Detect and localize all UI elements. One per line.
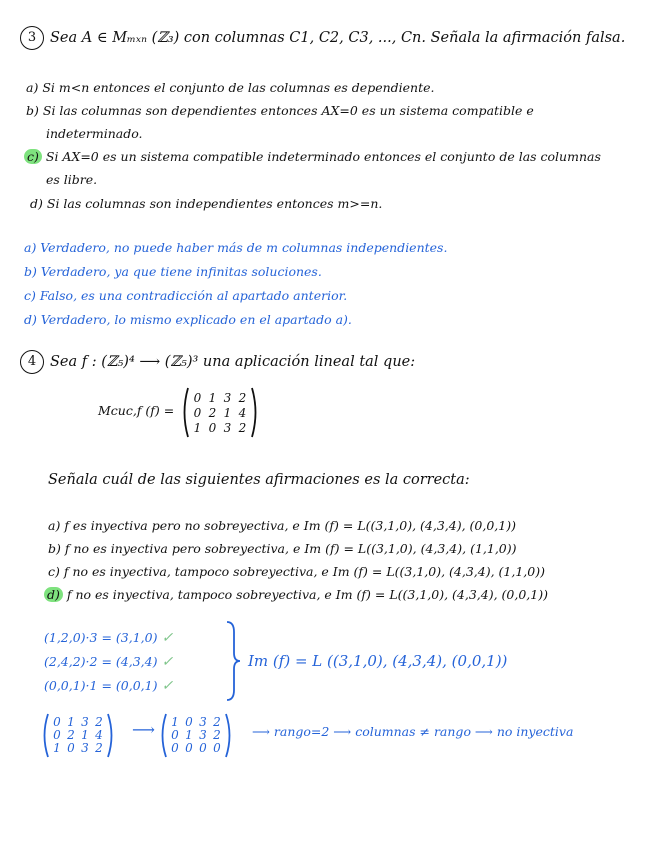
q4-option-c bbox=[48, 564, 545, 579]
right-paren-icon bbox=[226, 714, 230, 757]
matrix-cell: 2 bbox=[95, 741, 103, 755]
q4-number: 4 bbox=[20, 350, 44, 374]
matrix-cell: 2 bbox=[208, 406, 217, 420]
work-text: (1,2,0)·3 = (3,1,0) bbox=[44, 630, 158, 645]
q3-option-b bbox=[26, 103, 534, 118]
q3-option-c bbox=[24, 149, 601, 164]
matrix-cell: 3 bbox=[223, 421, 232, 435]
q3-answer-b: b) Verdadero, ya que tiene infinitas soluciones. bbox=[24, 264, 322, 279]
matrix-cell: 1 bbox=[81, 728, 89, 742]
right-paren-icon bbox=[108, 714, 112, 757]
q3-answer-c: c) Falso, es una contradicción al apartado anterior. bbox=[24, 288, 348, 303]
work-text: (2,4,2)·2 = (4,3,4) bbox=[44, 654, 158, 669]
option-text: Si las columnas son independientes entonces m>=n. bbox=[46, 196, 383, 211]
option-text: es libre. bbox=[46, 172, 98, 187]
q3-answer-a: a) Verdadero, no puede haber más de m columnas independientes. bbox=[24, 240, 448, 255]
option-text: f no es inyectiva, tampoco sobreyectiva, e Im (f) = L((3,1,0), (4,3,4), (1,1,0)) bbox=[63, 564, 545, 579]
q4-reduction-from-matrix bbox=[40, 712, 116, 759]
left-paren-icon bbox=[163, 714, 167, 757]
matrix-cell: 3 bbox=[223, 391, 232, 405]
right-brace-icon bbox=[225, 620, 241, 702]
q4-conclusion: ⟶ rango=2 ⟶ columnas ≠ rango ⟶ no inyectiva bbox=[252, 724, 574, 739]
option-text: Si las columnas son dependientes entonces AX=0 es un sistema compatible e bbox=[42, 103, 534, 118]
q3-option-d bbox=[30, 196, 382, 211]
q3-answer-d: d) Verdadero, lo mismo explicado en el apartado a). bbox=[24, 312, 352, 327]
matrix-cell: 2 bbox=[213, 715, 221, 729]
matrix-cell: 4 bbox=[238, 406, 247, 420]
q3-number: 3 bbox=[20, 26, 44, 50]
q4-matrix bbox=[180, 386, 260, 439]
matrix-cell: 1 bbox=[67, 715, 75, 729]
matrix-cell: 0 bbox=[171, 741, 179, 755]
matrix-cell: 2 bbox=[67, 728, 75, 742]
matrix-cell: 0 bbox=[199, 741, 207, 755]
left-paren-icon bbox=[45, 714, 49, 757]
matrix-cell: 2 bbox=[95, 715, 103, 729]
matrix-cell: 2 bbox=[238, 391, 247, 405]
matrix-cell: 0 bbox=[208, 421, 217, 435]
option-letter-highlighted: c) bbox=[24, 149, 42, 164]
matrix-cell: 0 bbox=[53, 715, 61, 729]
matrix-cell: 1 bbox=[53, 741, 61, 755]
option-text: Si AX=0 es un sistema compatible indeterminado entonces el conjunto de las columnas bbox=[45, 149, 601, 164]
option-letter: a) bbox=[26, 80, 39, 95]
q4-work-line-1 bbox=[44, 630, 173, 646]
matrix-cell: 0 bbox=[193, 391, 202, 405]
q4-work-line-2 bbox=[44, 654, 173, 670]
q4-work-line-3 bbox=[44, 678, 173, 694]
matrix-cell: 2 bbox=[238, 421, 247, 435]
option-letter: b) bbox=[48, 541, 61, 556]
matrix-cell: 3 bbox=[199, 715, 207, 729]
q3-option-b-cont bbox=[46, 126, 142, 141]
matrix-cell: 0 bbox=[213, 741, 221, 755]
option-letter: d) bbox=[30, 196, 43, 211]
matrix-cell: 0 bbox=[53, 728, 61, 742]
option-text: f es inyectiva pero no sobreyectiva, e Im (f) = L((3,1,0), (4,3,4), (0,0,1)) bbox=[64, 518, 516, 533]
q4-title-text: Sea f : (ℤ₅)⁴ ⟶ (ℤ₅)³ una aplicación lineal tal que: bbox=[50, 354, 416, 370]
check-icon: ✓ bbox=[161, 678, 174, 694]
option-text: f no es inyectiva pero sobreyectiva, e Im (f) = L((3,1,0), (4,3,4), (1,1,0)) bbox=[64, 541, 517, 556]
matrix-cell: 1 bbox=[185, 728, 193, 742]
q4-matrix-label: Mcuc,f (f) = bbox=[98, 403, 175, 418]
matrix-cell: 3 bbox=[81, 741, 89, 755]
left-paren-icon bbox=[185, 388, 189, 437]
matrix-cell: 0 bbox=[171, 728, 179, 742]
q4-prompt: Señala cuál de las siguientes afirmaciones es la correcta: bbox=[48, 472, 470, 488]
option-letter-highlighted: d) bbox=[44, 587, 63, 602]
matrix-cell: 4 bbox=[95, 728, 103, 742]
matrix-cell: 3 bbox=[199, 728, 207, 742]
option-text: Si m<n entonces el conjunto de las columnas es dependiente. bbox=[42, 80, 435, 95]
q4-image-result: Im (f) = L ((3,1,0), (4,3,4), (0,0,1)) bbox=[248, 652, 508, 670]
option-text: f no es inyectiva, tampoco sobreyectiva, e Im (f) = L((3,1,0), (4,3,4), (0,0,1)) bbox=[66, 587, 548, 602]
reduction-arrow-icon: ⟶ bbox=[132, 720, 155, 739]
q3-option-a bbox=[26, 80, 435, 95]
q4-option-b bbox=[48, 541, 517, 556]
check-icon: ✓ bbox=[161, 654, 174, 670]
q4-title bbox=[20, 350, 415, 374]
matrix-cell: 2 bbox=[213, 728, 221, 742]
right-paren-icon bbox=[252, 388, 256, 437]
q4-option-d bbox=[44, 587, 548, 602]
option-letter: b) bbox=[26, 103, 39, 118]
matrix-cell: 0 bbox=[185, 715, 193, 729]
matrix-cell: 0 bbox=[193, 406, 202, 420]
matrix-cell: 0 bbox=[185, 741, 193, 755]
q3-option-c-cont bbox=[46, 172, 97, 187]
q3-title bbox=[20, 26, 625, 50]
option-text: indeterminado. bbox=[46, 126, 143, 141]
matrix-cell: 1 bbox=[208, 391, 217, 405]
matrix-cell: 0 bbox=[67, 741, 75, 755]
matrix-cell: 1 bbox=[193, 421, 202, 435]
q3-title-text: Sea A ∈ Mₘₓₙ (ℤ₃) con columnas C1, C2, C3, ..., Cn. Señala la afirmación falsa. bbox=[50, 30, 626, 46]
check-icon: ✓ bbox=[161, 630, 174, 646]
matrix-cell: 1 bbox=[223, 406, 232, 420]
work-text: (0,0,1)·1 = (0,0,1) bbox=[44, 678, 158, 693]
option-letter: a) bbox=[48, 518, 61, 533]
q4-reduction-to-matrix bbox=[158, 712, 234, 759]
option-letter: c) bbox=[48, 564, 60, 579]
q4-option-a bbox=[48, 518, 516, 533]
matrix-cell: 1 bbox=[171, 715, 179, 729]
matrix-cell: 3 bbox=[81, 715, 89, 729]
